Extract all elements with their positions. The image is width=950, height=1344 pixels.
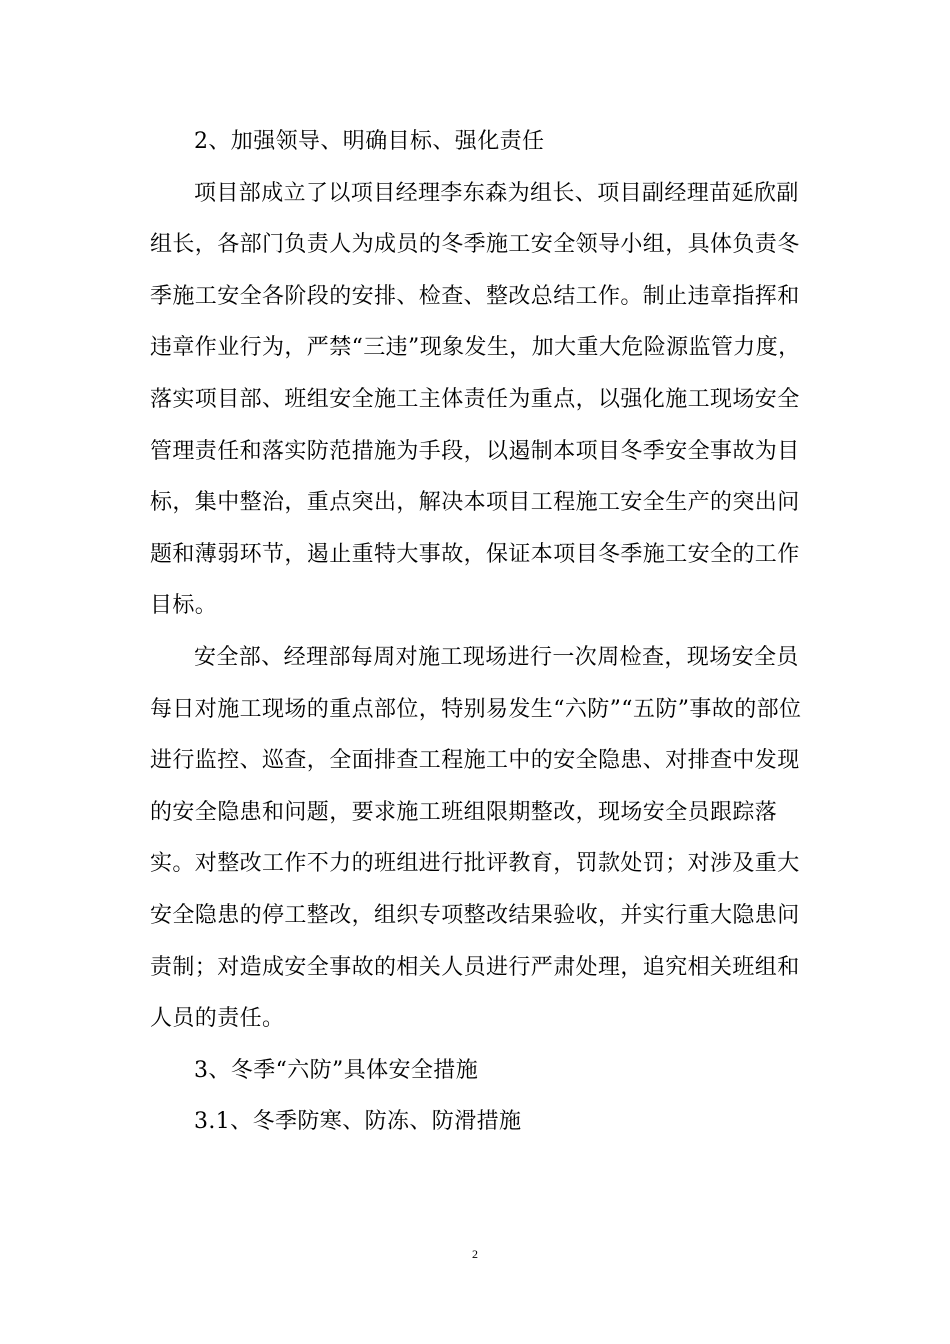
paragraph-line: 的安全隐患和问题，要求施工班组限期整改，现场安全员跟踪落 bbox=[150, 799, 778, 825]
paragraph-line: 题和薄弱环节，遏止重特大事故，保证本项目冬季施工安全的工作 bbox=[150, 541, 800, 567]
section-heading-2: 2、加强领导、明确目标、强化责任 bbox=[194, 129, 545, 154]
paragraph-line: 管理责任和落实防范措施为手段，以遏制本项目冬季安全事故为目 bbox=[150, 438, 800, 464]
paragraph-line: 项目部成立了以项目经理李东森为组长、项目副经理苗延欣副 bbox=[194, 180, 799, 206]
paragraph-line: 落实项目部、班组安全施工主体责任为重点，以强化施工现场安全 bbox=[150, 386, 800, 412]
document-body bbox=[150, 116, 802, 1148]
page-number: 2 bbox=[472, 1247, 478, 1261]
paragraph-line: 安全隐患的停工整改，组织专项整改结果验收，并实行重大隐患问 bbox=[150, 902, 800, 928]
paragraph-line: 组长，各部门负责人为成员的冬季施工安全领导小组，具体负责冬 bbox=[150, 232, 800, 258]
paragraph-line: 目标。 bbox=[150, 593, 218, 619]
paragraph-line: 实。对整改工作不力的班组进行批评教育，罚款处罚；对涉及重大 bbox=[150, 851, 800, 877]
paragraph-line: 违章作业行为，严禁“三违”现象发生，加大重大危险源监管力度， bbox=[150, 335, 801, 361]
paragraph-line: 季施工安全各阶段的安排、检查、整改总结工作。制止违章指挥和 bbox=[150, 283, 800, 309]
section-heading-3: 3、冬季“六防”具体安全措施 bbox=[194, 1057, 479, 1083]
paragraph-line: 人员的责任。 bbox=[150, 1006, 285, 1032]
paragraph-line: 每日对施工现场的重点部位，特别易发生“六防”“五防”事故的部位 bbox=[150, 696, 802, 722]
paragraph-line: 标，集中整治，重点突出，解决本项目工程施工安全生产的突出问 bbox=[150, 490, 800, 516]
paragraph-line: 进行监控、巡查，全面排查工程施工中的安全隐患、对排查中发现 bbox=[150, 748, 800, 774]
paragraph-line: 责制；对造成安全事故的相关人员进行严肃处理，追究相关班组和 bbox=[150, 954, 800, 980]
paragraph-line: 安全部、经理部每周对施工现场进行一次周检查，现场安全员 bbox=[194, 644, 799, 670]
subsection-heading-3-1: 3.1、冬季防寒、防冻、防滑措施 bbox=[194, 1109, 522, 1135]
